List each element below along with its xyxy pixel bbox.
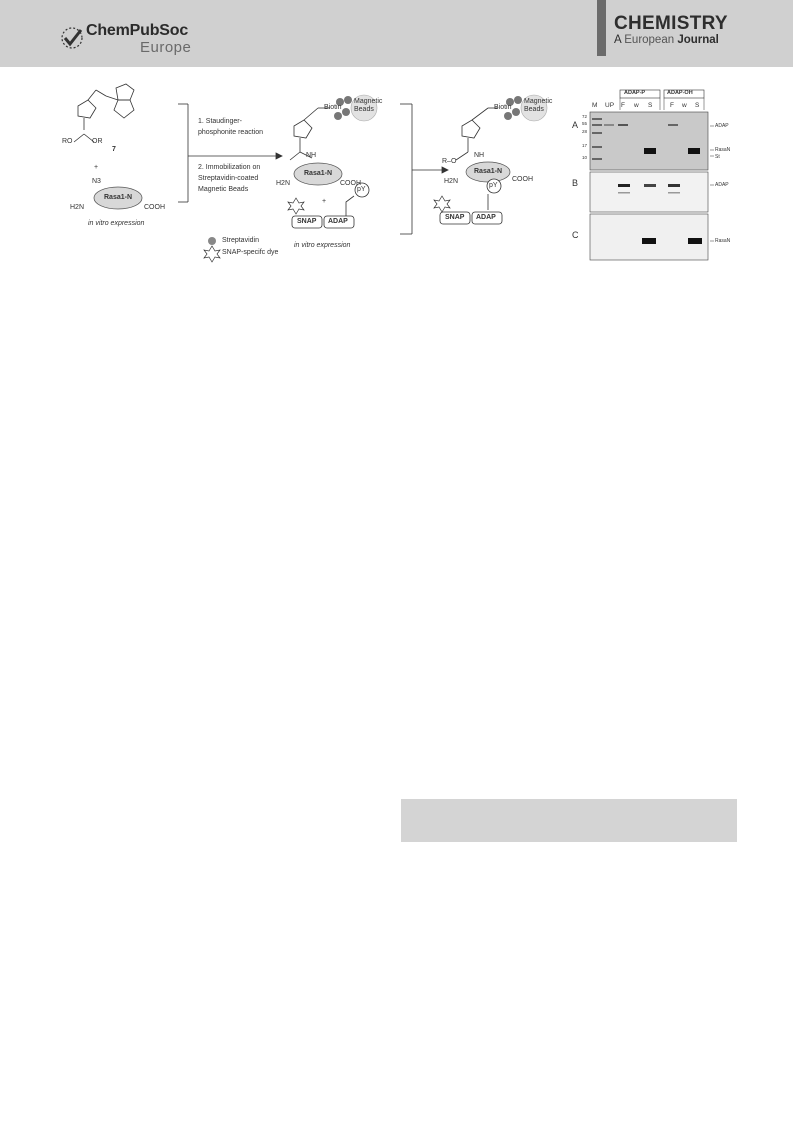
compound-number: 7 bbox=[112, 146, 116, 153]
gel-lines bbox=[568, 88, 738, 264]
lane-m: M bbox=[592, 102, 598, 109]
biotin-label-2: Biotin bbox=[494, 104, 512, 111]
chempubsoc-logo-icon bbox=[60, 24, 86, 54]
panel-c-label: C bbox=[572, 230, 579, 240]
journal-bar bbox=[597, 0, 606, 56]
band-st: St bbox=[715, 154, 720, 160]
h2n-label-1: H2N bbox=[70, 204, 85, 211]
step-2-label: 2. Immobilization on Streptavidin-coated Magnetic Beads bbox=[198, 164, 261, 193]
marker-17: 17 bbox=[582, 143, 588, 148]
band-adap-b: ADAP bbox=[715, 182, 729, 188]
panel-b-label: B bbox=[572, 178, 579, 188]
magnetic-beads-label-2: Magnetic Beads bbox=[524, 98, 553, 113]
journal-title: CHEMISTRY bbox=[614, 13, 728, 34]
protein-label-2: Rasa1-N bbox=[304, 170, 333, 177]
adap-label-1: ADAP bbox=[328, 218, 348, 225]
journal-brand bbox=[597, 0, 793, 56]
marker-55: 55 bbox=[582, 121, 588, 126]
magnetic-beads-label-1: Magnetic Beads bbox=[354, 98, 383, 113]
protein-label-3: Rasa1-N bbox=[474, 168, 503, 175]
lane-w-2: w bbox=[682, 102, 687, 109]
biotin-label-1: Biotin bbox=[324, 104, 342, 111]
in-vitro-label-1: in vitro expression bbox=[88, 220, 145, 227]
marker-72: 72 bbox=[582, 114, 588, 119]
in-vitro-label-2: in vitro expression bbox=[294, 242, 351, 249]
lane-s-2: S bbox=[695, 102, 700, 109]
lane-f-2: F bbox=[670, 102, 674, 109]
marker-28: 28 bbox=[582, 129, 588, 134]
lane-w-1: w bbox=[634, 102, 639, 109]
panel-a-label: A bbox=[572, 120, 579, 130]
lane-f-1: F bbox=[621, 102, 625, 109]
gel-group-2: ADAP-OH bbox=[667, 90, 693, 96]
azide-label: N3 bbox=[92, 178, 101, 185]
publisher-region: Europe bbox=[140, 39, 192, 56]
legend-dye: SNAP-specifc dye bbox=[222, 249, 279, 256]
marker-10: 10 bbox=[582, 155, 588, 160]
band-rasan-c: RasaN bbox=[715, 238, 731, 244]
gel-figure bbox=[568, 88, 738, 264]
cooh-label-1: COOH bbox=[144, 204, 165, 211]
adap-label-2: ADAP bbox=[476, 214, 496, 221]
h2n-label-3: H2N bbox=[444, 178, 459, 185]
substituent-ro: RO bbox=[62, 138, 73, 145]
page-header bbox=[0, 0, 793, 67]
publisher-logo bbox=[60, 20, 260, 56]
h2n-label-2: H2N bbox=[276, 180, 291, 187]
plus-sign-1: + bbox=[94, 164, 99, 171]
cooh-label-3: COOH bbox=[512, 176, 533, 183]
lane-s-1: S bbox=[648, 102, 653, 109]
lane-up: UP bbox=[605, 102, 615, 109]
nh-label-2: NH bbox=[474, 152, 485, 159]
substituent-or: OR bbox=[92, 138, 103, 145]
gel-group-1: ADAP-P bbox=[624, 90, 646, 96]
reaction-scheme bbox=[60, 78, 580, 268]
snap-label-1: SNAP bbox=[297, 218, 317, 225]
py-label-2: pY bbox=[489, 182, 498, 189]
band-adap-a: ADAP bbox=[715, 123, 729, 129]
py-label-1: pY bbox=[357, 186, 366, 193]
publisher-name: ChemPubSoc bbox=[86, 22, 189, 39]
legend-streptavidin: Streptavidin bbox=[222, 237, 259, 244]
step-1-label: 1. Staudinger-phosphonite reaction bbox=[198, 118, 263, 136]
protein-label-1: Rasa1-N bbox=[104, 194, 133, 201]
journal-subtitle: A European Journal bbox=[614, 34, 719, 46]
snap-label-2: SNAP bbox=[445, 214, 465, 221]
r-o-label: R–O bbox=[442, 158, 457, 165]
band-rasan-a: RasaN bbox=[715, 147, 731, 153]
nh-label-1: NH bbox=[306, 152, 317, 159]
plus-sign-2: + bbox=[322, 198, 327, 205]
figure-caption-box bbox=[401, 799, 737, 842]
cooh-label-2: COOH bbox=[340, 180, 361, 187]
